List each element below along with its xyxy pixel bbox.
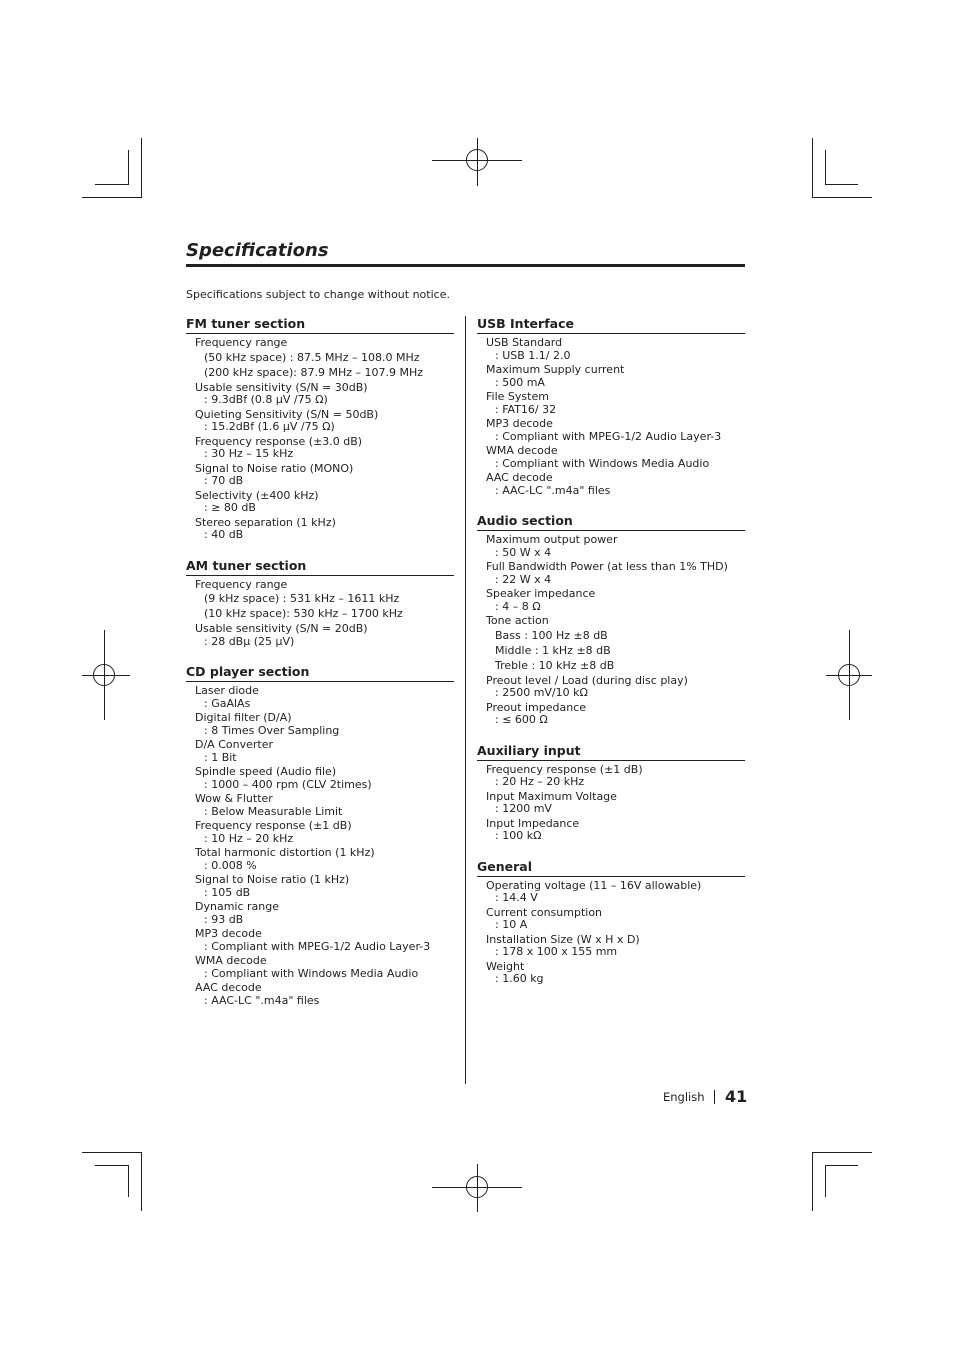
spec-item <box>486 561 745 586</box>
crop-mark <box>128 1165 129 1197</box>
spec-section <box>477 859 745 986</box>
spec-value: : ≤ 600 Ω <box>495 713 548 726</box>
spec-value: : GaAlAs <box>204 696 251 710</box>
spec-label: USB Standard <box>486 336 563 349</box>
spec-label: Preout level / Load (during disc play) <box>486 673 688 687</box>
spec-value: : 1000 – 400 rpm (CLV 2times) <box>204 777 372 791</box>
spec-label: Wow & Flutter <box>195 792 273 805</box>
crop-mark <box>95 184 128 185</box>
spec-label: Usable sensitivity (S/N = 20dB) <box>195 622 368 635</box>
spec-value: (9 kHz space) : 531 kHz – 1611 kHz <box>204 592 400 605</box>
spec-value: : Compliant with MPEG-1/2 Audio Layer-3 <box>204 939 431 953</box>
crop-mark <box>825 1165 826 1197</box>
spec-label: Signal to Noise ratio (MONO) <box>195 461 354 475</box>
spec-item <box>195 793 454 818</box>
spec-value: : 40 dB <box>204 528 244 541</box>
spec-item <box>195 579 454 622</box>
spec-value: : Compliant with MPEG-1/2 Audio Layer-3 <box>495 429 722 443</box>
section-heading: AM tuner section <box>186 558 454 576</box>
spec-label: AAC decode <box>195 981 262 994</box>
spec-value: : 50 W x 4 <box>495 545 552 559</box>
spec-label: Weight <box>486 959 525 973</box>
spec-item <box>486 675 745 700</box>
spec-value: : 93 dB <box>204 912 244 926</box>
spec-label: Frequency response (±1 dB) <box>195 819 352 832</box>
spec-value: : Below Measurable Limit <box>204 804 343 818</box>
section-heading: Audio section <box>477 513 745 531</box>
crop-mark <box>82 1152 142 1153</box>
spec-value: : 1200 mV <box>495 802 552 815</box>
spec-value: : 10 Hz – 20 kHz <box>204 831 294 845</box>
spec-value: : 14.4 V <box>495 891 538 904</box>
spec-label: Operating voltage (11 – 16V allowable) <box>486 878 702 892</box>
spec-item <box>486 961 745 986</box>
spec-item <box>195 766 454 791</box>
spec-item <box>486 534 745 559</box>
spec-section <box>477 743 745 843</box>
spec-label: Signal to Noise ratio (1 kHz) <box>195 873 350 886</box>
page-title: Specifications <box>186 240 329 261</box>
spec-item <box>486 764 745 789</box>
spec-item <box>195 928 454 953</box>
spec-label: Tone action <box>486 614 549 627</box>
spec-item <box>195 337 454 380</box>
spec-label: Dynamic range <box>195 900 279 913</box>
spec-label: Quieting Sensitivity (S/N = 50dB) <box>195 407 379 421</box>
crop-mark <box>812 1152 813 1211</box>
spec-label: Frequency response (±3.0 dB) <box>195 434 363 448</box>
spec-item <box>486 818 745 843</box>
spec-value: : Compliant with Windows Media Audio <box>204 966 419 980</box>
spec-item <box>486 702 745 727</box>
spec-section <box>186 316 454 542</box>
left-column <box>186 316 454 1023</box>
spec-label: WMA decode <box>486 444 558 457</box>
spec-value: : 70 dB <box>204 474 244 487</box>
spec-item <box>486 907 745 932</box>
crop-mark <box>825 184 858 185</box>
spec-item <box>195 820 454 845</box>
spec-value: : FAT16/ 32 <box>495 402 557 416</box>
spec-item <box>195 382 454 407</box>
spec-item <box>486 791 745 816</box>
spec-label: WMA decode <box>195 954 267 967</box>
spec-value: : 178 x 100 x 155 mm <box>495 945 618 958</box>
spec-label: Speaker impedance <box>486 587 596 600</box>
spec-item <box>486 445 745 470</box>
section-heading: USB Interface <box>477 316 745 334</box>
spec-value: : 100 kΩ <box>495 829 542 842</box>
spec-item <box>486 418 745 443</box>
spec-label: Total harmonic distortion (1 kHz) <box>195 846 375 859</box>
spec-item <box>195 409 454 434</box>
spec-label: Frequency response (±1 dB) <box>486 762 643 776</box>
spec-label: MP3 decode <box>486 417 553 430</box>
crop-mark <box>812 197 872 198</box>
spec-value: : USB 1.1/ 2.0 <box>495 348 571 362</box>
spec-label: Input Maximum Voltage <box>486 789 617 803</box>
spec-item <box>195 685 454 710</box>
spec-item <box>486 588 745 613</box>
spec-section <box>186 558 454 649</box>
spec-item <box>195 623 454 648</box>
footer-separator <box>714 1090 715 1104</box>
spec-value: : 4 – 8 Ω <box>495 599 541 613</box>
crop-mark <box>128 150 129 185</box>
spec-label: Frequency range <box>195 577 288 591</box>
section-heading: FM tuner section <box>186 316 454 334</box>
right-column <box>477 316 745 1002</box>
spec-label: Installation Size (W x H x D) <box>486 932 640 946</box>
title-rule <box>186 264 745 267</box>
spec-value: : 30 Hz – 15 kHz <box>204 447 294 460</box>
crop-mark <box>812 138 813 197</box>
spec-value: : 1 Bit <box>204 750 237 764</box>
spec-value: : 0.008 % <box>204 858 257 872</box>
crop-mark <box>825 150 826 185</box>
spec-item <box>195 874 454 899</box>
spec-label: D/A Converter <box>195 738 273 751</box>
spec-item <box>195 490 454 515</box>
section-heading: CD player section <box>186 664 454 682</box>
spec-item <box>195 712 454 737</box>
spec-item <box>486 337 745 362</box>
spec-label: Stereo separation (1 kHz) <box>195 515 336 529</box>
footer-language: English <box>663 1090 705 1104</box>
spec-value: : 1.60 kg <box>495 972 544 985</box>
spec-value: : 9.3dBf (0.8 µV /75 Ω) <box>204 393 328 406</box>
spec-label: Preout impedance <box>486 700 587 714</box>
crop-mark <box>141 138 142 197</box>
spec-item <box>486 472 745 497</box>
spec-value: : AAC-LC ".m4a" files <box>204 993 320 1007</box>
spec-item <box>195 982 454 1007</box>
spec-value: : 22 W x 4 <box>495 572 552 586</box>
spec-item <box>195 847 454 872</box>
spec-label: Frequency range <box>195 336 288 349</box>
section-heading: General <box>477 859 745 877</box>
crop-mark <box>825 1165 858 1166</box>
spec-label: Input Impedance <box>486 816 580 830</box>
spec-section <box>477 316 745 497</box>
section-heading: Auxiliary input <box>477 743 745 761</box>
spec-label: MP3 decode <box>195 927 262 940</box>
crop-mark <box>82 197 142 198</box>
column-divider <box>465 316 466 1084</box>
spec-value: : 20 Hz – 20 kHz <box>495 775 585 788</box>
spec-item <box>486 615 745 673</box>
spec-item <box>195 901 454 926</box>
spec-item <box>486 880 745 905</box>
crop-mark <box>812 1152 872 1153</box>
spec-label: Current consumption <box>486 905 603 919</box>
spec-value: : Compliant with Windows Media Audio <box>495 456 710 470</box>
spec-value: : 105 dB <box>204 885 251 899</box>
specifications-notice: Specifications subject to change without notice. <box>186 288 450 301</box>
spec-value: : 10 A <box>495 918 528 931</box>
spec-section <box>477 513 745 727</box>
spec-item <box>195 517 454 542</box>
spec-label: Maximum output power <box>486 533 618 546</box>
spec-label: Digital filter (D/A) <box>195 711 292 724</box>
spec-section <box>186 664 454 1007</box>
spec-value: : 8 Times Over Sampling <box>204 723 340 737</box>
spec-item <box>195 436 454 461</box>
spec-item <box>486 934 745 959</box>
spec-value: (50 kHz space) : 87.5 MHz – 108.0 MHz <box>204 350 420 364</box>
spec-item <box>195 955 454 980</box>
spec-label: Laser diode <box>195 684 259 697</box>
spec-value: Middle : 1 kHz ±8 dB <box>495 643 611 657</box>
spec-value: : AAC-LC ".m4a" files <box>495 483 611 497</box>
page-number: 41 <box>725 1087 748 1106</box>
spec-item <box>195 463 454 488</box>
spec-value: : 500 mA <box>495 375 545 389</box>
crop-mark <box>141 1152 142 1211</box>
spec-value: (10 kHz space): 530 kHz – 1700 kHz <box>204 607 403 620</box>
spec-value: (200 kHz space): 87.9 MHz – 107.9 MHz <box>204 365 424 379</box>
spec-value: : 2500 mV/10 kΩ <box>495 686 588 699</box>
spec-value: : ≥ 80 dB <box>204 501 256 514</box>
spec-value: Bass : 100 Hz ±8 dB <box>495 628 608 642</box>
spec-item <box>195 739 454 764</box>
spec-item <box>486 391 745 416</box>
spec-label: Selectivity (±400 kHz) <box>195 488 319 502</box>
spec-item <box>486 364 745 389</box>
spec-label: Spindle speed (Audio file) <box>195 765 337 778</box>
spec-label: Usable sensitivity (S/N = 30dB) <box>195 380 368 394</box>
spec-label: Full Bandwidth Power (at less than 1% THD) <box>486 560 728 573</box>
spec-value: : 15.2dBf (1.6 µV /75 Ω) <box>204 420 335 433</box>
spec-label: Maximum Supply current <box>486 363 625 376</box>
spec-value: Treble : 10 kHz ±8 dB <box>495 658 615 672</box>
crop-mark <box>95 1165 128 1166</box>
spec-label: AAC decode <box>486 471 553 484</box>
spec-value: : 28 dBµ (25 µV) <box>204 634 295 648</box>
spec-label: File System <box>486 390 549 403</box>
